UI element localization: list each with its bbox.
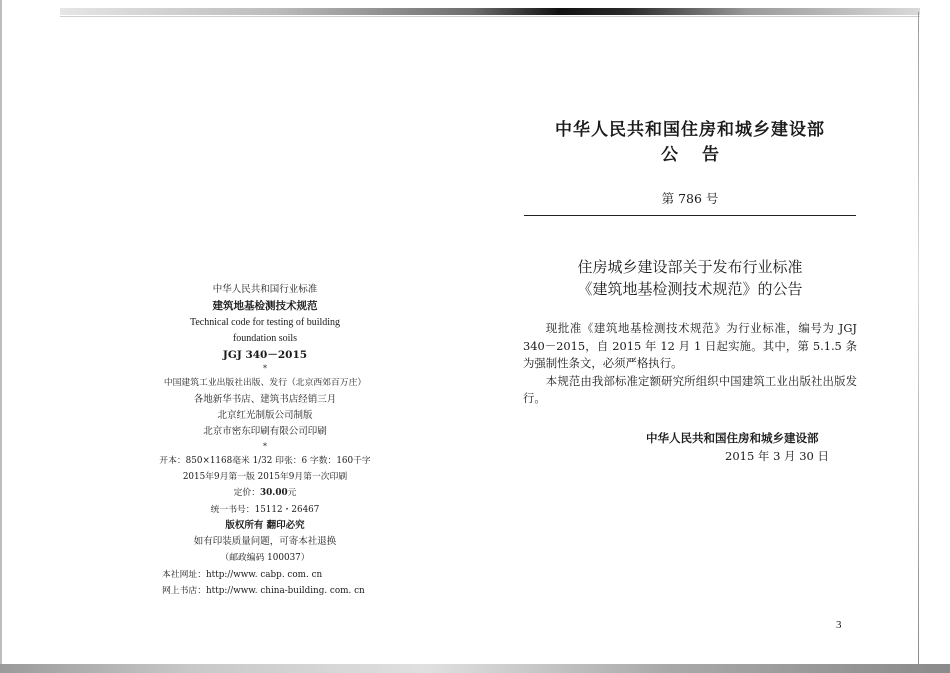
separator-star: * [263,441,267,451]
isbn-line: 统一书号：15112・26467 [210,504,320,515]
standard-code: JGJ 340－2015 [222,349,308,362]
ministry-heading: 中华人民共和国住房和城乡建设部 [555,120,825,140]
subject-line-1: 住房城乡建设部关于发布行业标准 [577,258,803,276]
sign-date: 2015 年 3 月 30 日 [725,449,829,463]
rights-line: 版权所有 翻印必究 [225,519,305,531]
book-title-en-line2: foundation soils [232,332,298,344]
return-notice: 如有印装质量问题，可寄本社退换 [193,536,337,548]
heading-rule [524,215,856,216]
printer-line: 北京市密东印刷有限公司印刷 [203,426,327,438]
subject-line-2: 《建筑地基检测技术规范》的公告 [577,280,803,298]
distributor-line: 各地新华书店、建筑书店经销三月 [193,393,337,405]
bookstore-line: 网上书店：http://www. china-building. com. cn [162,586,365,597]
announcement-body [523,320,857,408]
standard-series: 中华人民共和国行业标准 [212,284,318,295]
price-value: 30.00 [260,488,288,499]
edition-line: 2015年9月第一版 2015年9月第一次印刷 [182,471,348,482]
body-paragraph-2: 本规范由我部标准定额研究所组织中国建筑工业出版社出版发行。 [523,373,857,405]
typesetter-line: 北京红光制版公司制版 [217,410,313,422]
postcode-line: （邮政编码 100037） [220,553,310,564]
scan-top-shadow [60,8,920,15]
signer: 中华人民共和国住房和城乡建设部 [646,431,819,445]
price-label: 定价： [233,488,261,499]
separator-star: * [263,364,267,374]
book-title-en-line1: Technical code for testing of building [189,316,341,328]
book-title-cn: 建筑地基检测技术规范 [212,300,318,313]
body-paragraph-1: 现批准《建筑地基检测技术规范》为行业标准，编号为 JGJ 340－2015，自 2015 年 12 月 1 日起实施。其中，第 5.1.5 条为强制性条文，必须严格执行。 [523,321,857,370]
format-line: 开本：850×1168毫米 1/32 印张：6 字数：160千字 [159,455,371,466]
page-number: 3 [836,619,842,631]
announcement-subject [520,256,860,300]
scan-top-line [60,16,920,17]
colophon [140,282,390,599]
scan-bottom-shadow [0,664,950,673]
scan-left-edge [0,0,2,673]
website-line: 本社网址：http://www. cabp. com. cn [162,569,323,580]
notice-heading: 公告 [661,145,743,165]
page-right-edge [918,12,919,672]
announcement-number: 第 786 号 [661,191,719,206]
price-unit: 元 [287,488,297,499]
price-line [140,485,390,501]
publisher-line: 中国建筑工业出版社出版、发行（北京西郊百万庄） [163,378,367,389]
